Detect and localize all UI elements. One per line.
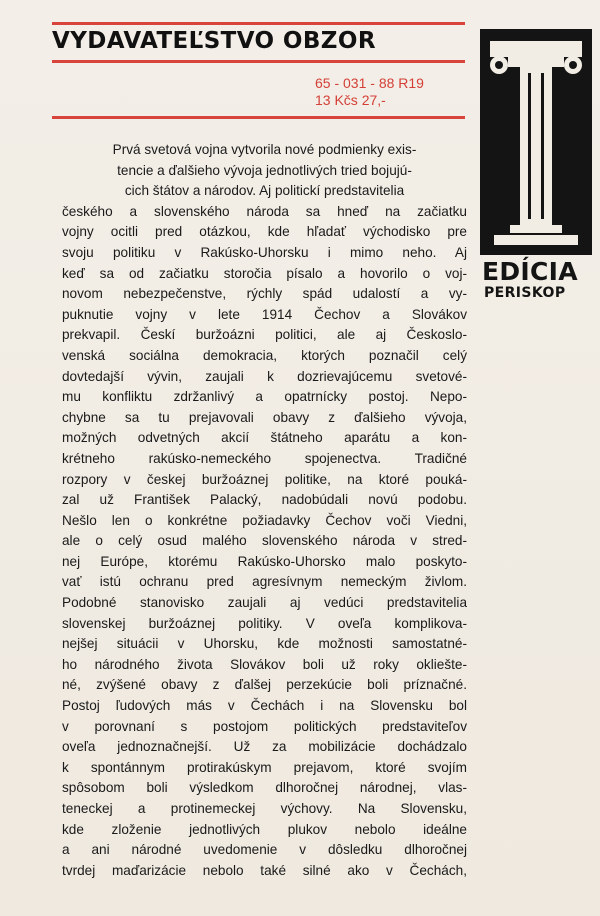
text-line: k spontánnym protirakúskym prejavom, ktoré svojím — [62, 759, 467, 775]
text-line: nej Európe, ktorému Rakúsko-Uhorsko malo poskyto- — [62, 553, 467, 569]
column-logo-icon — [480, 29, 592, 255]
text-line: teneckej a protinemeckej výchovy. Na Slovensku, — [62, 801, 467, 816]
text-line: novom nebezpečenstve, rýchly spád udalostí a vy- — [62, 286, 467, 302]
text-line: tvrdej maďarizácie nebolo také silné ako v Čechách, — [62, 862, 467, 878]
text-line: kde zloženie jednotlivých plukov nebolo ideálne — [62, 821, 467, 837]
blurb-text — [62, 140, 467, 881]
text-line: ale o celý osud malého slovenského národa v stred- — [62, 533, 467, 549]
text-line: mu konfliktu zdržanlivý a opatrnícky postoj. Nepo- — [62, 389, 467, 405]
text-line: venská sociálna demokracia, ktorých poznačil celý — [62, 347, 467, 363]
text-line: zal už František Palacký, nadobúdali novú podobu. — [62, 492, 467, 508]
text-line: Prvá svetová vojna vytvorila nové podmienky exis- — [112, 142, 417, 157]
text-line: ho národného života Slovákov boli už roky okliešte- — [62, 656, 467, 672]
text-line: Podobné stanovisko zaujali aj vedúci predstavitelia — [62, 595, 467, 611]
price-line: 13 Kčs 27,- — [315, 92, 386, 108]
text-line: a ani národné uvedomenie v dôsledku dlhoročnej — [62, 842, 467, 858]
text-line: cich štátov a národov. Aj politickí predstavitelia — [124, 183, 405, 199]
text-line: svoju politiku v Rakúsko-Uhorsku i mimo neho. Aj — [62, 244, 467, 260]
catalog-codes — [315, 75, 475, 109]
text-line: krétneho rakúsko-nemeckého spojenectva. Tradičné — [62, 450, 467, 466]
text-line: spôsobom boli výsledkom dlhoročnej národnej, vlas- — [62, 780, 467, 796]
text-line: vojny ocitli pred otázkou, kde hľadať východisko pre — [62, 224, 467, 240]
text-line: keď sa od začiatku storočia písalo a hovorilo o voj- — [62, 265, 467, 281]
text-line: nejšej situácii v Uhorsku, kde možnosti samostatné- — [62, 636, 467, 652]
series-name: EDÍCIA — [482, 257, 578, 286]
text-line: Postoj ľudových más v Čechách i na Slovensku bol — [62, 698, 467, 714]
text-line: možných odvetných akcií štátneho aparátu a kon- — [62, 430, 467, 446]
series-subname: PERISKOP — [484, 285, 566, 301]
text-line: puknutie vojny v lete 1914 Čechov a Slovákov — [62, 306, 467, 322]
text-line: v porovnaní s postojom politických predstaviteľov — [62, 718, 467, 734]
text-line: chybne sa tu prejavovali obavy z ďalšieho vývoja, — [62, 409, 467, 425]
text-line: tencie a ďalšieho vývoja jednotlivých tried bojujú- — [117, 162, 412, 178]
text-line: slovenskej buržoáznej politiky. V oveľa komplikova- — [62, 615, 467, 631]
text-line: rozpory v českej buržoáznej politike, na ktoré pouká- — [62, 471, 467, 487]
publisher-name: VYDAVATEĽSTVO OBZOR — [52, 28, 376, 54]
bottom-red-rule — [52, 116, 465, 119]
top-red-rule — [52, 22, 465, 25]
middle-red-rule — [52, 60, 465, 63]
text-line: prekvapil. Českí buržoázni politici, ale aj Českoslo- — [62, 327, 467, 343]
text-line: vať istú ochranu pred agresívnym nemeckým živlom. — [62, 574, 467, 590]
text-line: Nešlo len o konkrétne požiadavky Čechov voči Viedni, — [62, 512, 467, 528]
catalog-code-line: 65 - 031 - 88 R19 — [315, 75, 424, 91]
text-line: dovtedajší vývin, zaujali k dozrievajúcemu svetové- — [62, 368, 467, 384]
text-line: oveľa jednoznačnejší. Už za mobilizácie dochádzalo — [62, 739, 467, 755]
text-line: né, zvýšené obavy z ďalšej perzekúcie boli príznačné. — [62, 677, 467, 693]
series-label — [482, 258, 594, 300]
text-line: českého a slovenského národa sa hneď na začiatku — [62, 203, 467, 219]
